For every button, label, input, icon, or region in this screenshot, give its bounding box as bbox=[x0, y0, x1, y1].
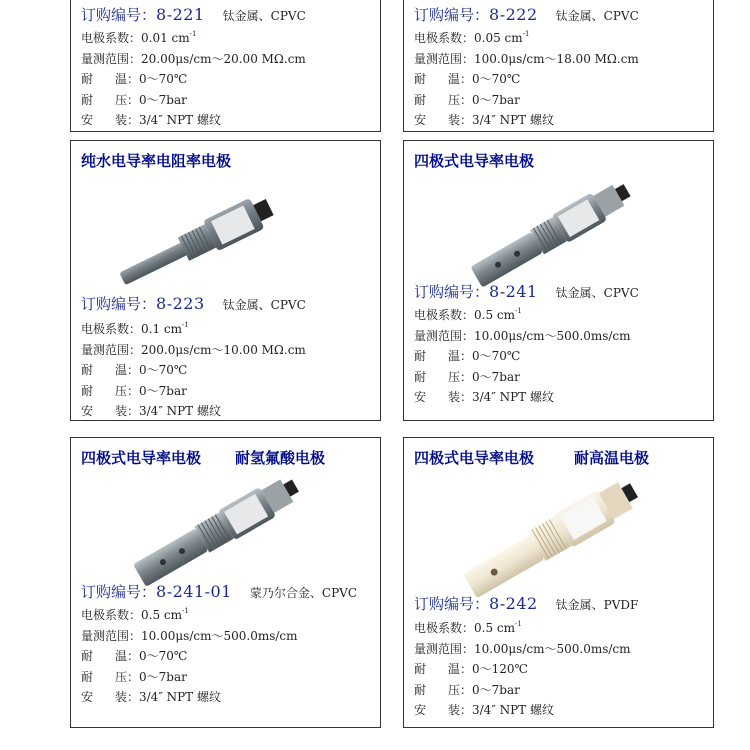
spec-temp: 耐 温：0～70℃ bbox=[81, 649, 188, 663]
product-card-8-221 bbox=[70, 0, 381, 132]
spec-mount: 安 装：3/4″ NPT 螺纹 bbox=[414, 113, 555, 127]
material: 钛金属、CPVC bbox=[555, 286, 639, 300]
spec-coef: 电极系数：0.5 $cm^{-1}$ bbox=[414, 620, 522, 635]
card-title bbox=[81, 447, 325, 468]
order-line: 订购编号：8-241-01 蒙乃尔合金、CPVC bbox=[81, 582, 358, 601]
order-label: 订购编号： bbox=[414, 6, 490, 24]
spec-list bbox=[81, 24, 306, 131]
material: 钛金属、PVDF bbox=[555, 598, 639, 612]
spec-coef: 电极系数：0.1 $cm^{-1}$ bbox=[81, 321, 189, 336]
spec-press: 耐 压：0～7bar bbox=[81, 383, 187, 398]
spec-temp: 耐 温：0～70℃ bbox=[414, 349, 521, 363]
card-title-main: 四极式电导率电极 bbox=[414, 449, 535, 467]
electrode-photo bbox=[449, 173, 649, 293]
order-line bbox=[414, 4, 639, 25]
card-title: 四极式电导率电极 bbox=[414, 152, 535, 170]
spec-list bbox=[81, 315, 306, 422]
spec-temp: 耐 温：0～70℃ bbox=[81, 72, 188, 86]
spec-list bbox=[81, 601, 298, 708]
spec-range: 量测范围：10.00μs/cm～500.0ms/cm bbox=[414, 641, 631, 656]
electrode-photo bbox=[111, 468, 321, 588]
spec-temp: 耐 温：0～70℃ bbox=[414, 72, 521, 86]
order-line: 订购编号：8-241 钛金属、CPVC bbox=[414, 282, 639, 301]
spec-list bbox=[414, 614, 631, 721]
spec-range: 量测范围：10.00μs/cm～500.0ms/cm bbox=[414, 328, 631, 343]
spec-list bbox=[414, 301, 631, 408]
spec-press: 耐 压：0～7bar bbox=[81, 92, 187, 107]
spec-coef: 电极系数：0.5 $cm^{-1}$ bbox=[414, 307, 522, 322]
spec-mount: 安 装：3/4″ NPT 螺纹 bbox=[81, 690, 222, 704]
spec-temp: 耐 温：0～120℃ bbox=[414, 662, 528, 676]
model-number: 8-222 bbox=[489, 5, 538, 24]
product-card-8-241 bbox=[403, 140, 714, 421]
spec-range: 量测范围：200.0μs/cm～10.00 MΩ.cm bbox=[81, 342, 306, 357]
order-label: 订购编号： bbox=[81, 6, 157, 24]
order-line bbox=[81, 4, 306, 25]
electrode-photo bbox=[444, 472, 654, 602]
spec-coef: 电极系数：0.5 $cm^{-1}$ bbox=[81, 607, 189, 622]
spec-press: 耐 压：0～7bar bbox=[81, 669, 187, 684]
card-title-sub: 耐氢氟酸电极 bbox=[235, 449, 326, 467]
material: 蒙乃尔合金、CPVC bbox=[249, 586, 358, 600]
material: 钛金属、CPVC bbox=[555, 9, 639, 23]
electrode-photo bbox=[101, 175, 301, 295]
product-card-8-223 bbox=[70, 140, 381, 421]
spec-mount: 安 装：3/4″ NPT 螺纹 bbox=[414, 703, 555, 717]
spec-range: 量测范围：20.00μs/cm～20.00 MΩ.cm bbox=[81, 51, 306, 66]
spec-range: 量测范围：100.0μs/cm～18.00 MΩ.cm bbox=[414, 51, 639, 66]
model-number: 8-223 bbox=[156, 294, 205, 313]
product-card-8-241-01 bbox=[70, 437, 381, 728]
model-number: 8-241 bbox=[489, 282, 538, 301]
spec-press: 耐 压：0～7bar bbox=[414, 92, 520, 107]
card-title bbox=[414, 447, 649, 468]
model-number: 8-242 bbox=[489, 594, 538, 613]
card-title: 纯水电导率电阻率电极 bbox=[81, 152, 232, 170]
material: 钛金属、CPVC bbox=[222, 298, 306, 312]
card-title-main: 四极式电导率电极 bbox=[81, 449, 202, 467]
spec-press: 耐 压：0～7bar bbox=[414, 682, 520, 697]
order-line: 订购编号：8-223 钛金属、CPVC bbox=[81, 294, 306, 313]
product-card-8-222 bbox=[403, 0, 714, 132]
spec-mount: 安 装：3/4″ NPT 螺纹 bbox=[81, 404, 222, 418]
model-number: 8-221 bbox=[156, 5, 205, 24]
spec-temp: 耐 温：0～70℃ bbox=[81, 363, 188, 377]
material: 钛金属、CPVC bbox=[222, 9, 306, 23]
spec-mount: 安 装：3/4″ NPT 螺纹 bbox=[81, 113, 222, 127]
card-title-sub: 耐高温电极 bbox=[574, 449, 650, 467]
model-number: 8-241-01 bbox=[156, 582, 232, 601]
spec-range: 量测范围：10.00μs/cm～500.0ms/cm bbox=[81, 628, 298, 643]
spec-mount: 安 装：3/4″ NPT 螺纹 bbox=[414, 390, 555, 404]
spec-coef: 电极系数：0.01 $cm^{-1}$ bbox=[81, 30, 197, 45]
product-card-8-242 bbox=[403, 437, 714, 728]
order-line: 订购编号：8-242 钛金属、PVDF bbox=[414, 594, 639, 613]
spec-press: 耐 压：0～7bar bbox=[414, 369, 520, 384]
spec-list bbox=[414, 24, 639, 131]
spec-coef: 电极系数：0.05 $cm^{-1}$ bbox=[414, 30, 530, 45]
